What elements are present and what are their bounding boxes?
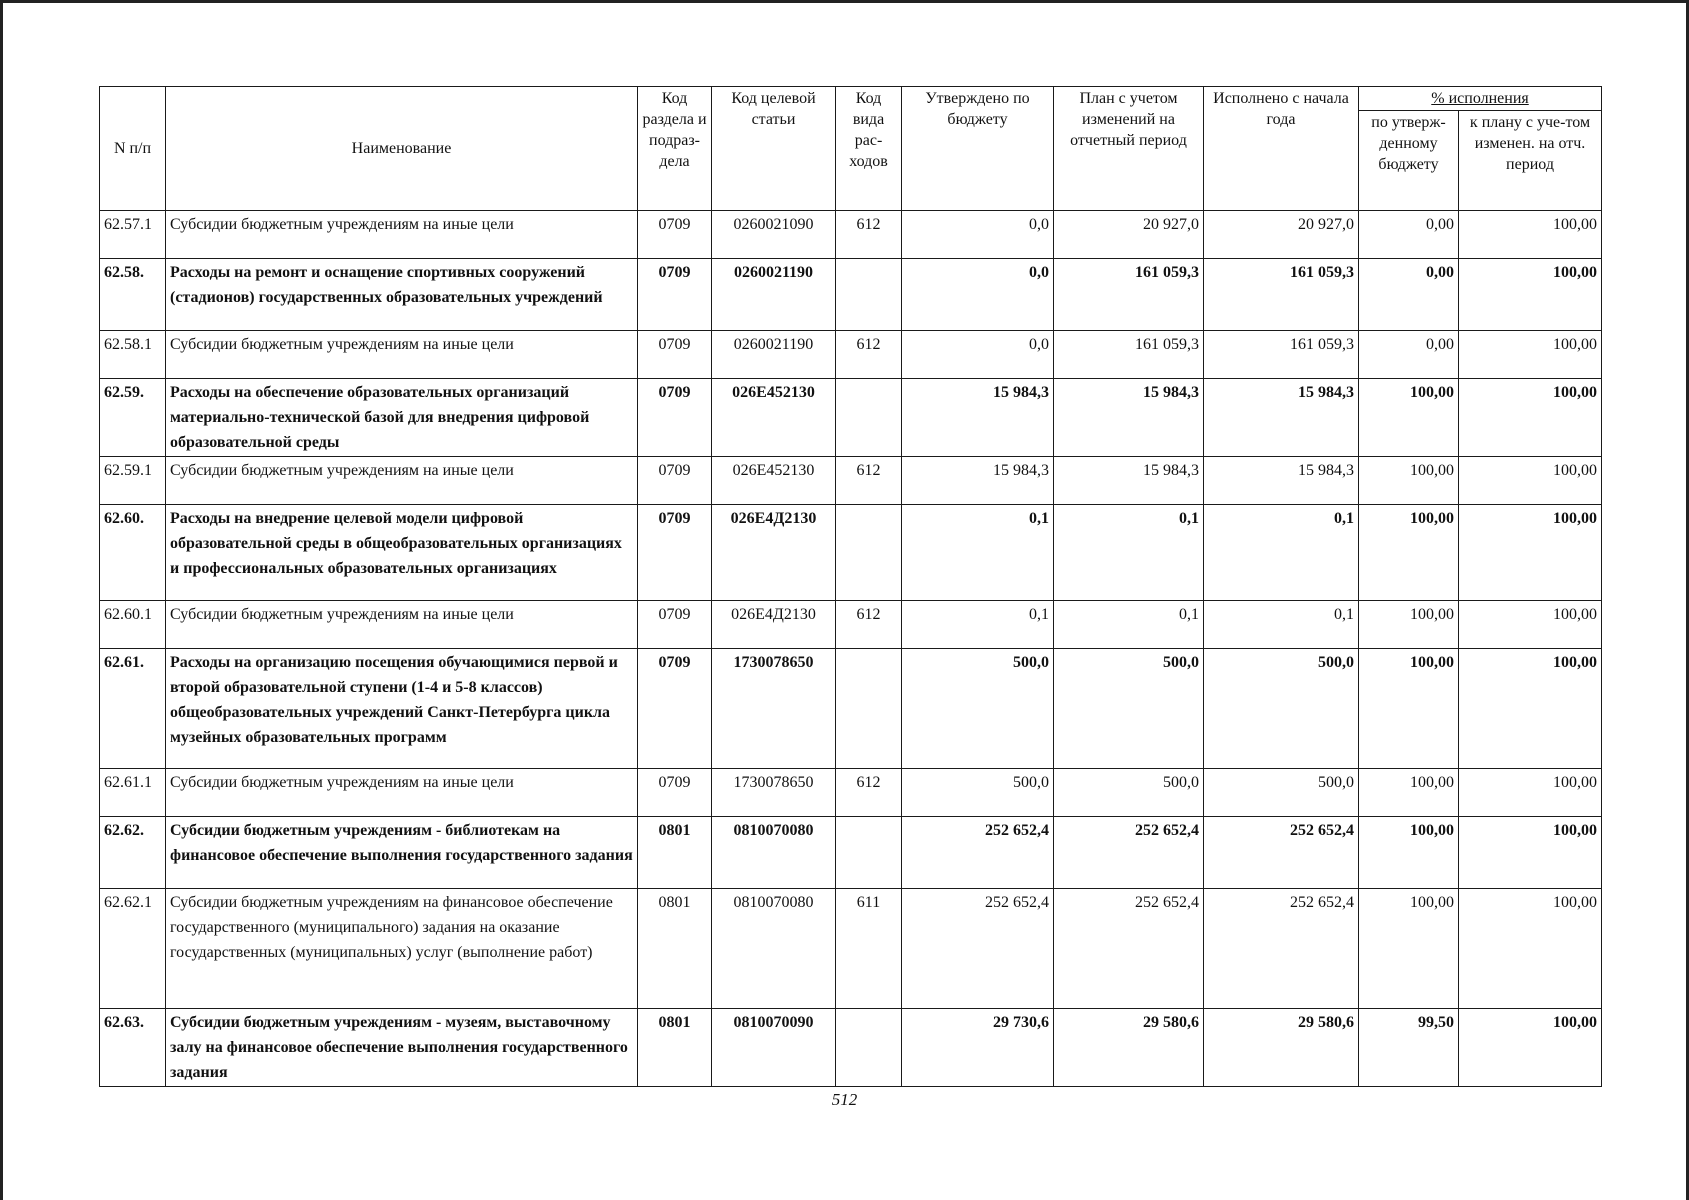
cell-pct-budget: 0,00: [1359, 211, 1459, 259]
cell-pct-budget: 100,00: [1359, 649, 1459, 769]
cell-pct-budget: 0,00: [1359, 331, 1459, 379]
cell-type-code: 612: [836, 769, 902, 817]
cell-target-code: 0260021190: [712, 259, 836, 331]
table-row: [100, 1009, 1602, 1087]
cell-name: Субсидии бюджетным учреждениям - музеям, выставочному залу на финансовое обеспечение выполнения государственного задания: [166, 1009, 638, 1087]
cell-name: Расходы на организацию посещения обучающимися первой и второй образовательной ступени (1-4 и 5-8 классов) общеобразовательных учреждений Санкт-Петербурга цикла музейных образовательных программ: [166, 649, 638, 769]
cell-plan: 29 580,6: [1054, 1009, 1204, 1087]
cell-num: 62.57.1: [100, 211, 166, 259]
cell-type-code: 612: [836, 601, 902, 649]
cell-pct-budget: 100,00: [1359, 817, 1459, 889]
cell-approved: 500,0: [902, 769, 1054, 817]
cell-pct-budget: 100,00: [1359, 889, 1459, 1009]
cell-executed: 0,1: [1204, 505, 1359, 601]
cell-executed: 15 984,3: [1204, 457, 1359, 505]
cell-approved: 0,0: [902, 259, 1054, 331]
cell-plan: 500,0: [1054, 649, 1204, 769]
cell-executed: 252 652,4: [1204, 817, 1359, 889]
cell-approved: 0,0: [902, 211, 1054, 259]
cell-type-code: [836, 817, 902, 889]
table-row: [100, 331, 1602, 379]
cell-section-code: 0801: [638, 817, 712, 889]
cell-pct-plan: 100,00: [1459, 1009, 1602, 1087]
cell-plan: 252 652,4: [1054, 817, 1204, 889]
page-number: 512: [831, 1090, 858, 1109]
cell-num: 62.59.1: [100, 457, 166, 505]
cell-target-code: 1730078650: [712, 649, 836, 769]
cell-section-code: 0801: [638, 1009, 712, 1087]
cell-pct-budget: 100,00: [1359, 601, 1459, 649]
cell-section-code: 0709: [638, 211, 712, 259]
cell-pct-plan: 100,00: [1459, 817, 1602, 889]
table-row: [100, 601, 1602, 649]
cell-num: 62.62.: [100, 817, 166, 889]
cell-target-code: 026E4Д2130: [712, 505, 836, 601]
cell-section-code: 0709: [638, 601, 712, 649]
cell-type-code: [836, 379, 902, 457]
cell-pct-plan: 100,00: [1459, 211, 1602, 259]
cell-section-code: 0709: [638, 769, 712, 817]
cell-plan: 161 059,3: [1054, 331, 1204, 379]
cell-name: Субсидии бюджетным учреждениям на иные цели: [166, 601, 638, 649]
cell-section-code: 0709: [638, 379, 712, 457]
cell-approved: 252 652,4: [902, 817, 1054, 889]
cell-approved: 15 984,3: [902, 379, 1054, 457]
header-section-code: Код раздела и подраз-дела: [638, 87, 712, 211]
cell-section-code: 0709: [638, 505, 712, 601]
cell-executed: 20 927,0: [1204, 211, 1359, 259]
header-plan: План с учетом изменений на отчетный период: [1054, 87, 1204, 211]
cell-num: 62.61.: [100, 649, 166, 769]
header-type-code: Код вида рас-ходов: [836, 87, 902, 211]
cell-name: Субсидии бюджетным учреждениям - библиотекам на финансовое обеспечение выполнения государственного задания: [166, 817, 638, 889]
cell-approved: 0,0: [902, 331, 1054, 379]
table-row: [100, 649, 1602, 769]
cell-executed: 252 652,4: [1204, 889, 1359, 1009]
table-row: [100, 211, 1602, 259]
cell-num: 62.60.: [100, 505, 166, 601]
cell-pct-plan: 100,00: [1459, 601, 1602, 649]
cell-name: Субсидии бюджетным учреждениям на финансовое обеспечение государственного (муниципального) задания на оказание государственных (муниципальных) услуг (выполнение работ): [166, 889, 638, 1009]
cell-approved: 252 652,4: [902, 889, 1054, 1009]
cell-plan: 500,0: [1054, 769, 1204, 817]
cell-plan: 15 984,3: [1054, 457, 1204, 505]
cell-pct-plan: 100,00: [1459, 649, 1602, 769]
cell-target-code: 0810070080: [712, 817, 836, 889]
cell-num: 62.58.: [100, 259, 166, 331]
header-pct-budget: по утверж-денному бюджету: [1359, 111, 1459, 211]
cell-executed: 15 984,3: [1204, 379, 1359, 457]
cell-pct-plan: 100,00: [1459, 505, 1602, 601]
header-executed: Исполнено с начала года: [1204, 87, 1359, 211]
cell-pct-plan: 100,00: [1459, 379, 1602, 457]
budget-table-container: [99, 86, 1601, 1087]
cell-target-code: 1730078650: [712, 769, 836, 817]
cell-approved: 29 730,6: [902, 1009, 1054, 1087]
cell-approved: 500,0: [902, 649, 1054, 769]
cell-pct-budget: 0,00: [1359, 259, 1459, 331]
cell-plan: 0,1: [1054, 601, 1204, 649]
cell-pct-plan: 100,00: [1459, 259, 1602, 331]
cell-pct-budget: 100,00: [1359, 457, 1459, 505]
table-row: [100, 457, 1602, 505]
table-row: [100, 889, 1602, 1009]
cell-pct-plan: 100,00: [1459, 769, 1602, 817]
cell-plan: 15 984,3: [1054, 379, 1204, 457]
cell-target-code: 0810070090: [712, 1009, 836, 1087]
budget-execution-table: [99, 86, 1602, 1087]
cell-approved: 0,1: [902, 505, 1054, 601]
cell-name: Субсидии бюджетным учреждениям на иные цели: [166, 331, 638, 379]
cell-pct-plan: 100,00: [1459, 331, 1602, 379]
header-pct-plan: к плану с уче-том изменен. на отч. период: [1459, 111, 1602, 211]
table-body: [100, 211, 1602, 1087]
cell-plan: 161 059,3: [1054, 259, 1204, 331]
cell-pct-budget: 100,00: [1359, 379, 1459, 457]
cell-target-code: 0810070080: [712, 889, 836, 1009]
cell-executed: 500,0: [1204, 649, 1359, 769]
cell-section-code: 0709: [638, 259, 712, 331]
cell-pct-budget: 99,50: [1359, 1009, 1459, 1087]
cell-type-code: [836, 649, 902, 769]
header-name: Наименование: [166, 87, 638, 211]
cell-section-code: 0709: [638, 457, 712, 505]
cell-plan: 20 927,0: [1054, 211, 1204, 259]
cell-executed: 161 059,3: [1204, 331, 1359, 379]
cell-executed: 29 580,6: [1204, 1009, 1359, 1087]
cell-name: Субсидии бюджетным учреждениям на иные цели: [166, 769, 638, 817]
cell-num: 62.61.1: [100, 769, 166, 817]
cell-type-code: 612: [836, 457, 902, 505]
cell-type-code: [836, 505, 902, 601]
table-row: [100, 259, 1602, 331]
cell-approved: 0,1: [902, 601, 1054, 649]
table-row: [100, 769, 1602, 817]
cell-name: Расходы на ремонт и оснащение спортивных сооружений (стадионов) государственных образовательных учреждений: [166, 259, 638, 331]
cell-plan: 0,1: [1054, 505, 1204, 601]
cell-type-code: 612: [836, 331, 902, 379]
cell-executed: 500,0: [1204, 769, 1359, 817]
cell-section-code: 0709: [638, 649, 712, 769]
table-row: [100, 817, 1602, 889]
cell-num: 62.60.1: [100, 601, 166, 649]
cell-target-code: 0260021190: [712, 331, 836, 379]
cell-target-code: 026E4Д2130: [712, 601, 836, 649]
cell-pct-budget: 100,00: [1359, 769, 1459, 817]
cell-num: 62.63.: [100, 1009, 166, 1087]
cell-pct-plan: 100,00: [1459, 457, 1602, 505]
cell-section-code: 0801: [638, 889, 712, 1009]
header-target-code: Код целевой статьи: [712, 87, 836, 211]
cell-target-code: 026E452130: [712, 457, 836, 505]
cell-name: Субсидии бюджетным учреждениям на иные цели: [166, 457, 638, 505]
cell-target-code: 0260021090: [712, 211, 836, 259]
cell-approved: 15 984,3: [902, 457, 1054, 505]
cell-plan: 252 652,4: [1054, 889, 1204, 1009]
header-pct-group: % исполнения: [1359, 87, 1602, 111]
cell-executed: 0,1: [1204, 601, 1359, 649]
cell-type-code: 612: [836, 211, 902, 259]
cell-executed: 161 059,3: [1204, 259, 1359, 331]
cell-section-code: 0709: [638, 331, 712, 379]
cell-pct-budget: 100,00: [1359, 505, 1459, 601]
cell-num: 62.59.: [100, 379, 166, 457]
cell-type-code: 611: [836, 889, 902, 1009]
table-row: [100, 379, 1602, 457]
cell-type-code: [836, 1009, 902, 1087]
cell-type-code: [836, 259, 902, 331]
cell-name: Расходы на внедрение целевой модели цифровой образовательной среды в общеобразовательных организациях и профессиональных образовательных организациях: [166, 505, 638, 601]
cell-target-code: 026E452130: [712, 379, 836, 457]
header-num: N п/п: [100, 87, 166, 211]
header-approved: Утверждено по бюджету: [902, 87, 1054, 211]
cell-pct-plan: 100,00: [1459, 889, 1602, 1009]
cell-num: 62.62.1: [100, 889, 166, 1009]
cell-num: 62.58.1: [100, 331, 166, 379]
cell-name: Расходы на обеспечение образовательных организаций материально-технической базой для внедрения цифровой образовательной среды: [166, 379, 638, 457]
cell-name: Субсидии бюджетным учреждениям на иные цели: [166, 211, 638, 259]
table-row: [100, 505, 1602, 601]
